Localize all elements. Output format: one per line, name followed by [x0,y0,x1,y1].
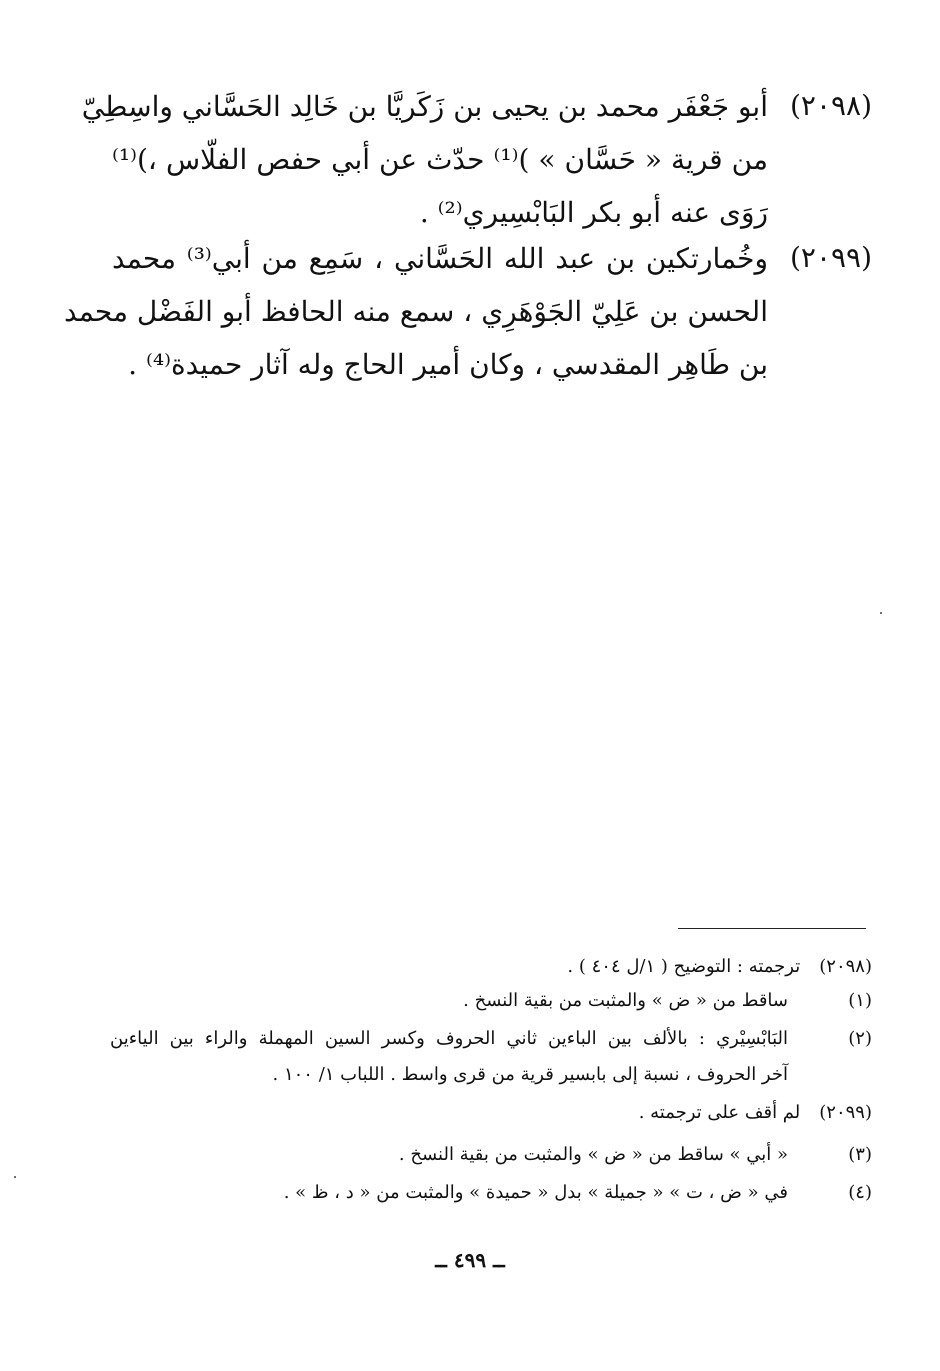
entry-text [81,80,768,239]
footnote-number: (٤) [848,1182,872,1203]
footnote-number: (١) [848,990,872,1011]
entry-number: (٢٠٩٩) [789,241,872,274]
scan-speck [880,612,882,614]
entry-number: (٢٠٩٨) [789,89,872,122]
footnote-text: ترجمته : التوضيح ( ١/ل ٤٠٤ ) . [567,956,801,977]
entry-line: بن طَاهِر المقدسي ، وكان أمير الحاج وله آثار حميدة⁽⁴⁾ . [128,348,768,381]
entry-line: وخُمارتكين بن عبد الله الحَسَّاني ، سَمِع من أبي⁽³⁾ محمد [112,242,769,275]
footnote-number: (٢) [848,1028,872,1049]
page-number: ــ ٤٩٩ ــ [435,1248,505,1272]
footnote-2 [110,1022,872,1056]
footnote-text-line: آخر الحروف ، نسبة إلى بابسير قرية من قرى واسط . اللباب ١/ ١٠٠ . [272,1064,788,1085]
footnote-entry-2098 [110,950,872,984]
entry-line: من قرية « حَسَّان » )⁽¹⁾ حدّث عن أبي حفص الفلّاس ،)⁽¹⁾ [112,143,768,176]
footnote-text: لم أقف على ترجمته . [638,1102,801,1123]
footnote-4 [110,1176,872,1210]
footnote-text: ساقط من « ض » والمثبت من بقية النسخ . [463,990,788,1011]
footnote-text-line: البَابْسِيْري : بالألف بين الباءين ثاني الحروف وكسر السين المهملة والراء بين الياءين [110,1028,788,1049]
footnote-text: في « ض ، ت » « جميلة » بدل « حميدة » والمثبت من « د ، ظ » . [283,1182,788,1203]
footnote-text: « أبي » ساقط من « ض » والمثبت من بقية النسخ . [398,1144,788,1165]
entry-line: رَوَى عنه أبو بكر البَابْسِيري⁽²⁾ . [419,196,768,229]
entry-text [64,232,769,391]
footnote-number: (٣) [848,1144,872,1165]
footnote-entry-number: (٢٠٩٨) [819,956,872,977]
footnote-entry-2099 [110,1096,872,1130]
footnote-2-continuation [110,1058,788,1092]
entry-line: أبو جَعْفَر محمد بن يحيى بن زَكَريَّا بن خَالِد الحَسَّاني واسِطِيّ [81,90,768,123]
scan-speck [14,1176,16,1178]
footnote-3 [110,1138,872,1172]
entry-line: الحسن بن عَلِيّ الجَوْهَرِي ، سمع منه الحافظ أبو الفَضْل محمد [64,295,768,328]
footnote-entry-number: (٢٠٩٩) [819,1102,872,1123]
footnote-1 [110,984,872,1018]
footnote-separator [678,928,866,929]
